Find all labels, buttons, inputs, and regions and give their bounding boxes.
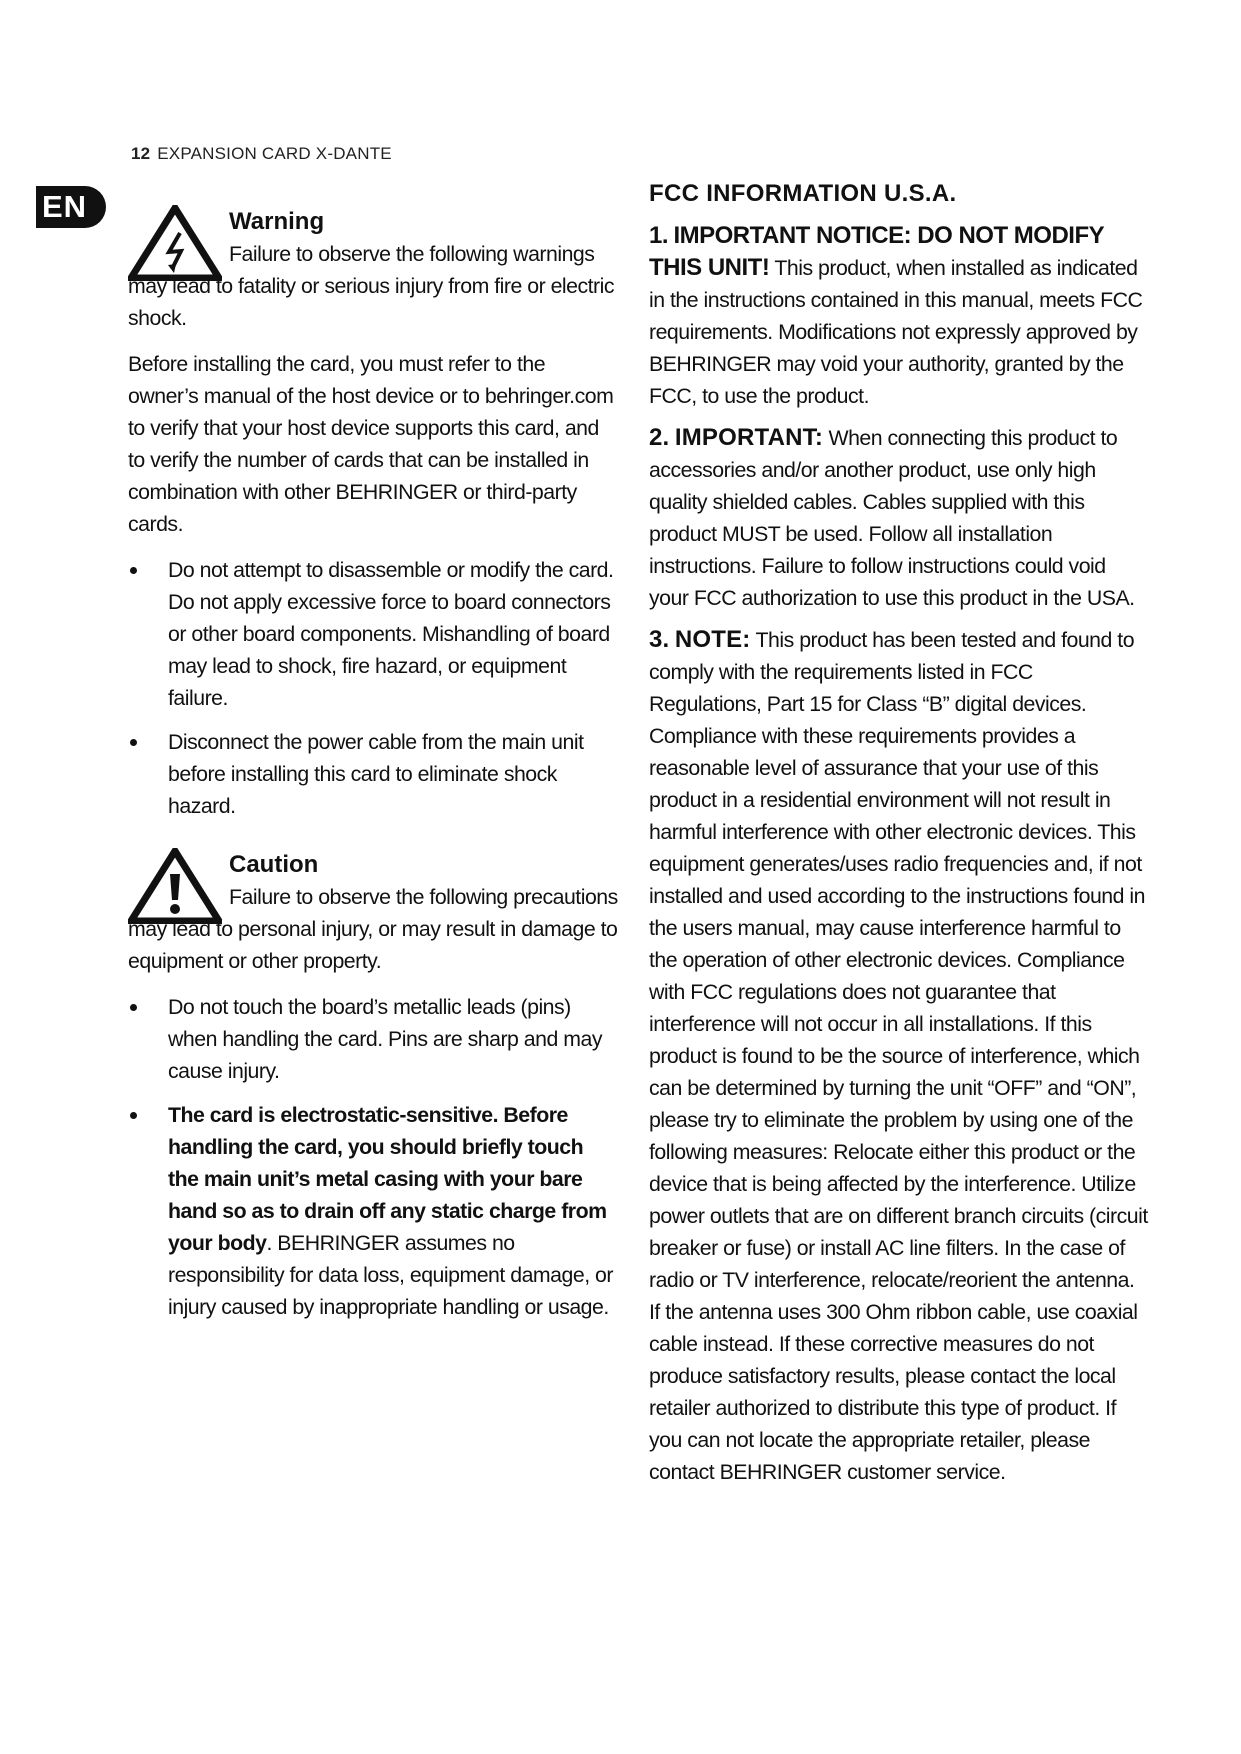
bullet-text: Disconnect the power cable from the main unit before installing this card to eliminate shock hazard. [168, 730, 584, 818]
warning-bullet-list [128, 554, 618, 822]
warning-intro-text: Failure to observe the following warnings may lead to fatality or serious injury from fire or electric shock. [128, 242, 615, 330]
fcc-section-title: FCC INFORMATION U.S.A. [649, 180, 957, 207]
fcc-item-1 [649, 220, 1149, 412]
language-tab: EN [36, 186, 106, 228]
caution-bullet-list [128, 991, 618, 1323]
bullet-icon [130, 739, 137, 746]
page-number: 12 [131, 144, 151, 163]
fcc-item-2 [649, 422, 1149, 614]
bullet-text: . BEHRINGER assumes no responsibility for data loss, equipment damage, or injury caused by inappropriate handling or usage. [168, 1231, 613, 1319]
fcc-item-lead: IMPORTANT NOTICE: DO NOT MODIFY THIS UNIT! [649, 222, 1104, 281]
list-item [128, 1099, 618, 1323]
caution-block [128, 848, 618, 977]
electric-shock-warning-icon [128, 205, 222, 281]
fcc-item-lead: NOTE: [674, 626, 751, 653]
list-item [128, 726, 618, 822]
exclamation-caution-icon [128, 848, 222, 924]
bullet-text: Do not touch the board’s metallic leads (pins) when handling the card. Pins are sharp and may cause injury. [168, 995, 602, 1083]
right-column [649, 180, 1149, 1498]
bullet-icon [130, 1112, 137, 1119]
list-item [128, 554, 618, 714]
caution-intro-text: Failure to observe the following precautions may lead to personal injury, or may result in damage to equipment or other property. [128, 885, 618, 973]
caution-title: Caution [229, 851, 319, 878]
bullet-bold-text: The card is electrostatic-sensitive. Before handling the card, you should briefly touch the main unit’s metal casing with your bare hand so as to drain off any static charge from your body [168, 1103, 607, 1255]
fcc-item-number: 2. [649, 424, 670, 451]
warning-paragraph: Before installing the card, you must refer to the owner’s manual of the host device or to behringer.com to verify that your host device supports this card, and to verify the number of cards that can be installed in combination with other BEHRINGER or third-party cards. [128, 352, 614, 536]
bullet-icon [130, 1004, 137, 1011]
fcc-item-number: 1. [649, 222, 669, 249]
fcc-item-3 [649, 624, 1149, 1488]
fcc-item-lead: IMPORTANT: [674, 424, 824, 451]
document-title: EXPANSION CARD X-DANTE [157, 144, 392, 163]
bullet-text: Do not attempt to disassemble or modify the card. Do not apply excessive force to board connectors or other board components. Mishandling of board may lead to shock, fire hazard, or equipment failure. [168, 558, 614, 710]
left-column [128, 205, 618, 1335]
warning-title: Warning [229, 208, 325, 235]
bullet-icon [130, 567, 137, 574]
fcc-item-number: 3. [649, 626, 670, 653]
fcc-item-text: This product, when installed as indicated in the instructions contained in this manual, meets FCC requirements. Modifications not expressly approved by BEHRINGER may void your authority, granted by the FCC, to use the product. [649, 256, 1143, 408]
list-item [128, 991, 618, 1087]
page-header [131, 144, 392, 164]
fcc-item-text: When connecting this product to accessories and/or another product, use only high quality shielded cables. Cables supplied with this product MUST be used. Follow all installation instructions. Failure to follow instructions could void your FCC authorization to use this product in the USA. [649, 426, 1135, 610]
fcc-item-text: This product has been tested and found to comply with the requirements listed in FCC Regulations, Part 15 for Class “B” digital devices. Compliance with these requirements provides a reasonable level of assurance that your use of this product in a residential environment will not result in harmful interference with other electronic devices. This equipment generates/uses radio frequencies and, if not installed and used according to the instructions found in the users manual, may cause interference harmful to the operation of other electronic devices. Compliance with FCC regulations does not guarantee that interference will not occur in all installations. If this product is found to be the source of interference, which can be determined by turning the unit “OFF” and “ON”, please try to eliminate the problem by using one of the following measures: Relocate either this product or the device that is being affected by the interference. Utilize power outlets that are on different branch circuits (circuit breaker or fuse) or install AC line filters. In the case of radio or TV interference, relocate/reorient the antenna. If the antenna uses 300 Ohm ribbon cable, use coaxial cable instead. If these corrective measures do not produce satisfactory results, please contact the local retailer authorized to distribute this type of product. If you can not locate the appropriate retailer, please contact BEHRINGER customer service. [649, 628, 1148, 1484]
warning-block [128, 205, 618, 334]
